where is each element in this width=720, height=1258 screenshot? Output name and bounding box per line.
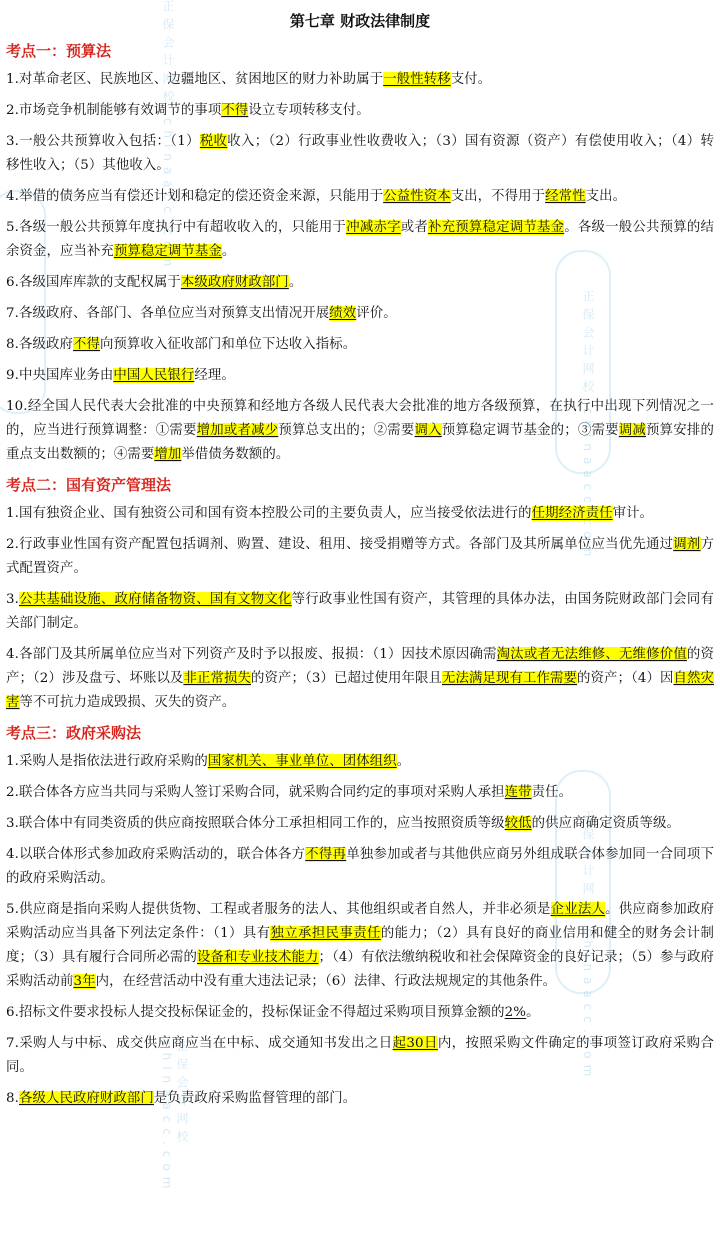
item-text: 支付。 [450,72,492,87]
item-text: 内，在经营活动中没有重大违法记录；（6）法律、行政法规规定的其他条件。 [95,974,557,989]
item-text: 3. [6,592,19,607]
list-item [6,1001,714,1025]
list-item [6,364,714,388]
highlighted-keyword: 预算稳定调节基金 [113,244,222,259]
page-title: 第七章 财政法律制度 [289,12,431,30]
item-text: 经理。 [194,368,235,383]
list-item [6,185,714,209]
list-item [6,216,714,264]
highlighted-keyword: 自然灾害 [6,671,715,710]
item-text: 。 [288,275,303,290]
list-item [6,271,714,295]
item-text: 4.举借的债务应当有偿还计划和稳定的偿还资金来源，只能用于 [6,189,384,204]
item-text: 9.中央国库业务由 [6,368,114,383]
item-text: 预算安排的重点支出数额的；④需要 [6,423,714,462]
list-item [6,302,714,326]
item-text: 3.联合体中有同类资质的供应商按照联合体分工承担相同工作的，应当按照资质等级 [6,816,505,831]
item-text: 2.市场竞争机制能够有效调节的事项 [6,103,222,118]
highlighted-keyword: 调剂 [673,537,701,552]
list-item [6,502,714,526]
list-item [6,68,714,92]
highlighted-keyword: 不得 [72,337,100,352]
item-text: 收入；（2）行政事业性收费收入；（3）国有资源（资产）有偿使用收入；（4）转移性收入；（5）其他收入。 [6,134,714,173]
item-text: 的能力；（2）具有良好的商业信用和健全的财务会计制度；（3）具有履行合同所必需的 [6,926,714,965]
list-item [6,130,714,178]
highlighted-keyword: 补充预算稳定调节基金 [427,220,565,235]
highlighted-keyword: 较低 [504,816,532,831]
highlighted-keyword: 冲减赤字 [346,220,401,235]
item-text: 4.以联合体形式参加政府采购活动的，联合体各方 [6,847,306,862]
item-text: 7.各级政府、各部门、各单位应当对预算支出情况开展 [6,306,330,321]
item-text: 预算稳定调节基金的；③需要 [441,423,619,438]
highlighted-keyword: 国家机关、事业单位、团体组织 [207,754,397,769]
section-heading: 考点二：国有资产管理法 [6,476,172,494]
highlighted-keyword: 税收 [199,134,228,149]
list-item [6,781,714,805]
watermark-text: 正保会计网校 chinaacc.com [581,290,595,563]
item-text: 预算总支出的；②需要 [278,423,415,438]
item-text: 内，按照采购文件确定的事项签订政府采购合同。 [6,1036,714,1075]
item-text: 或者 [400,220,428,235]
item-text: 单独参加或者与其他供应商另外组成联合体参加同一合同项下的政府采购活动。 [6,847,714,886]
item-text: 是负责政府采购监督管理的部门。 [153,1091,357,1106]
highlighted-keyword: 独立承担民事责任 [270,926,381,941]
item-text: 向预算收入征收部门和单位下达收入指标。 [99,337,357,352]
item-text: 2.行政事业性国有资产配置包括调剂、购置、建设、租用、接受捐赠等方式。各部门及其所属单位应当优先通过 [6,537,674,552]
list-item [6,898,714,994]
list-item [6,750,714,774]
highlighted-keyword: 增加 [154,447,182,462]
item-text: 8.各级政府 [6,337,73,352]
list-item [6,643,714,715]
document-content [6,40,714,1111]
item-text: 6.招标文件要求投标人提交投标保证金的，投标保证金不得超过采购项目预算金额的 [6,1005,505,1020]
item-text: 的资产；（4）因 [577,671,674,686]
item-text: 1.对革命老区、民族地区、边疆地区、贫困地区的财力补助属于 [6,72,384,87]
highlighted-keyword: 不得 [221,103,249,118]
item-text: ；（4）有依法缴纳税收和社会保障资金的良好记录；（5）参与政府采购活动前 [6,950,714,989]
item-text: 5.供应商是指向采购人提供货物、工程或者服务的法人、其他组织或者自然人，并非必须是 [6,902,551,917]
highlighted-keyword: 无法满足现有工作需要 [442,671,578,686]
highlighted-keyword: 3年 [73,974,96,989]
item-text: 设立专项转移支付。 [248,103,370,118]
item-text: 6.各级国库库款的支配权属于 [6,275,181,290]
highlighted-keyword: 一般性转移 [383,72,451,87]
item-text: 。供应商参加政府采购活动应当具备下列法定条件：（1）具有 [6,902,714,941]
list-item [6,843,714,891]
item-text: 1.国有独资企业、国有独资公司和国有资本控股公司的主要负责人，应当接受依法进行的 [6,506,532,521]
item-text: 的资产；（2）涉及盘亏、坏账以及 [6,647,714,686]
item-text: 等不可抗力造成毁损、灭失的资产。 [19,695,236,710]
item-text: 7.采购人与中标、成交供应商应当在中标、成交通知书发出之日 [6,1036,393,1051]
highlighted-keyword: 淘汰或者无法维修、无维修价值 [496,647,687,662]
item-text: 。 [396,754,411,769]
underlined-keyword: 2% [504,1005,527,1020]
item-text: 2.联合体各方应当共同与采购人签订采购合同，就采购合同约定的事项对采购人承担 [6,785,505,800]
item-text: 责任。 [531,785,573,800]
list-item [6,333,714,357]
item-text: 10.经全国人民代表大会批准的中央预算和经地方各级人民代表大会批准的地方各级预算，在执行中出现下列情况之一的，应当进行预算调整：①需要 [6,399,714,438]
item-text: 支出。 [585,189,627,204]
list-item [6,1032,714,1080]
list-item [6,395,714,467]
watermark-text: 正保会计网校 chinaacc.com [581,810,595,1083]
item-text: 评价。 [356,306,397,321]
highlighted-keyword: 增加或者减少 [196,423,279,438]
highlighted-keyword: 连带 [504,785,532,800]
list-item [6,1087,714,1111]
item-text: 4.各部门及其所属单位应当对下列资产及时予以报废、报损：（1）因技术原因确需 [6,647,497,662]
list-item [6,588,714,636]
highlighted-keyword: 非正常损失 [183,671,252,686]
highlighted-keyword: 调减 [618,423,647,438]
item-text: 方式配置资产。 [6,537,714,576]
list-item [6,812,714,836]
highlighted-keyword: 设备和专业技术能力 [196,950,319,965]
highlighted-keyword: 不得再 [305,847,347,862]
highlighted-keyword: 调入 [414,423,442,438]
highlighted-keyword: 绩效 [329,306,357,321]
highlighted-keyword: 企业法人 [550,902,606,917]
item-text: 5.各级一般公共预算年度执行中有超收收入的，只能用于 [6,220,347,235]
highlighted-keyword: 公共基础设施、政府储备物资、国有文物文化 [18,592,292,607]
highlighted-keyword: 本级政府财政部门 [180,275,289,290]
highlighted-keyword: 经常性 [545,189,586,204]
item-text: 。各级一般公共预算的结余资金，应当补充 [6,220,715,259]
item-text: 支出，不得用于 [450,189,546,204]
item-text: 审计。 [612,506,654,521]
list-item [6,533,714,581]
watermark-text: 正保会计网校 chinaacc.com [161,0,175,273]
highlighted-keyword: 公益性资本 [383,189,451,204]
item-text: 的资产；（3）已超过使用年限且 [251,671,442,686]
item-text: 等行政事业性国有资产，其管理的具体办法，由国务院财政部门会同有关部门制定。 [6,592,714,631]
highlighted-keyword: 各级人民政府财政部门 [18,1091,154,1106]
watermark-text: 正保会计网校 chinaacc.com [160,1040,189,1195]
section-heading: 考点一：预算法 [6,42,112,60]
item-text: 1.采购人是指依法进行政府采购的 [6,754,208,769]
list-item [6,99,714,123]
highlighted-keyword: 中国人民银行 [113,368,195,383]
item-text: 举借债务数额的。 [181,447,290,462]
section-heading: 考点三：政府采购法 [6,724,142,742]
item-text: 的供应商确定资质等级。 [531,816,681,831]
item-text: 3.一般公共预算收入包括：（1） [6,134,200,149]
item-text: 。 [221,244,236,259]
highlighted-keyword: 起30日 [392,1036,438,1051]
highlighted-keyword: 任期经济责任 [531,506,613,521]
item-text: 。 [526,1005,540,1020]
item-text: 8. [6,1091,19,1106]
